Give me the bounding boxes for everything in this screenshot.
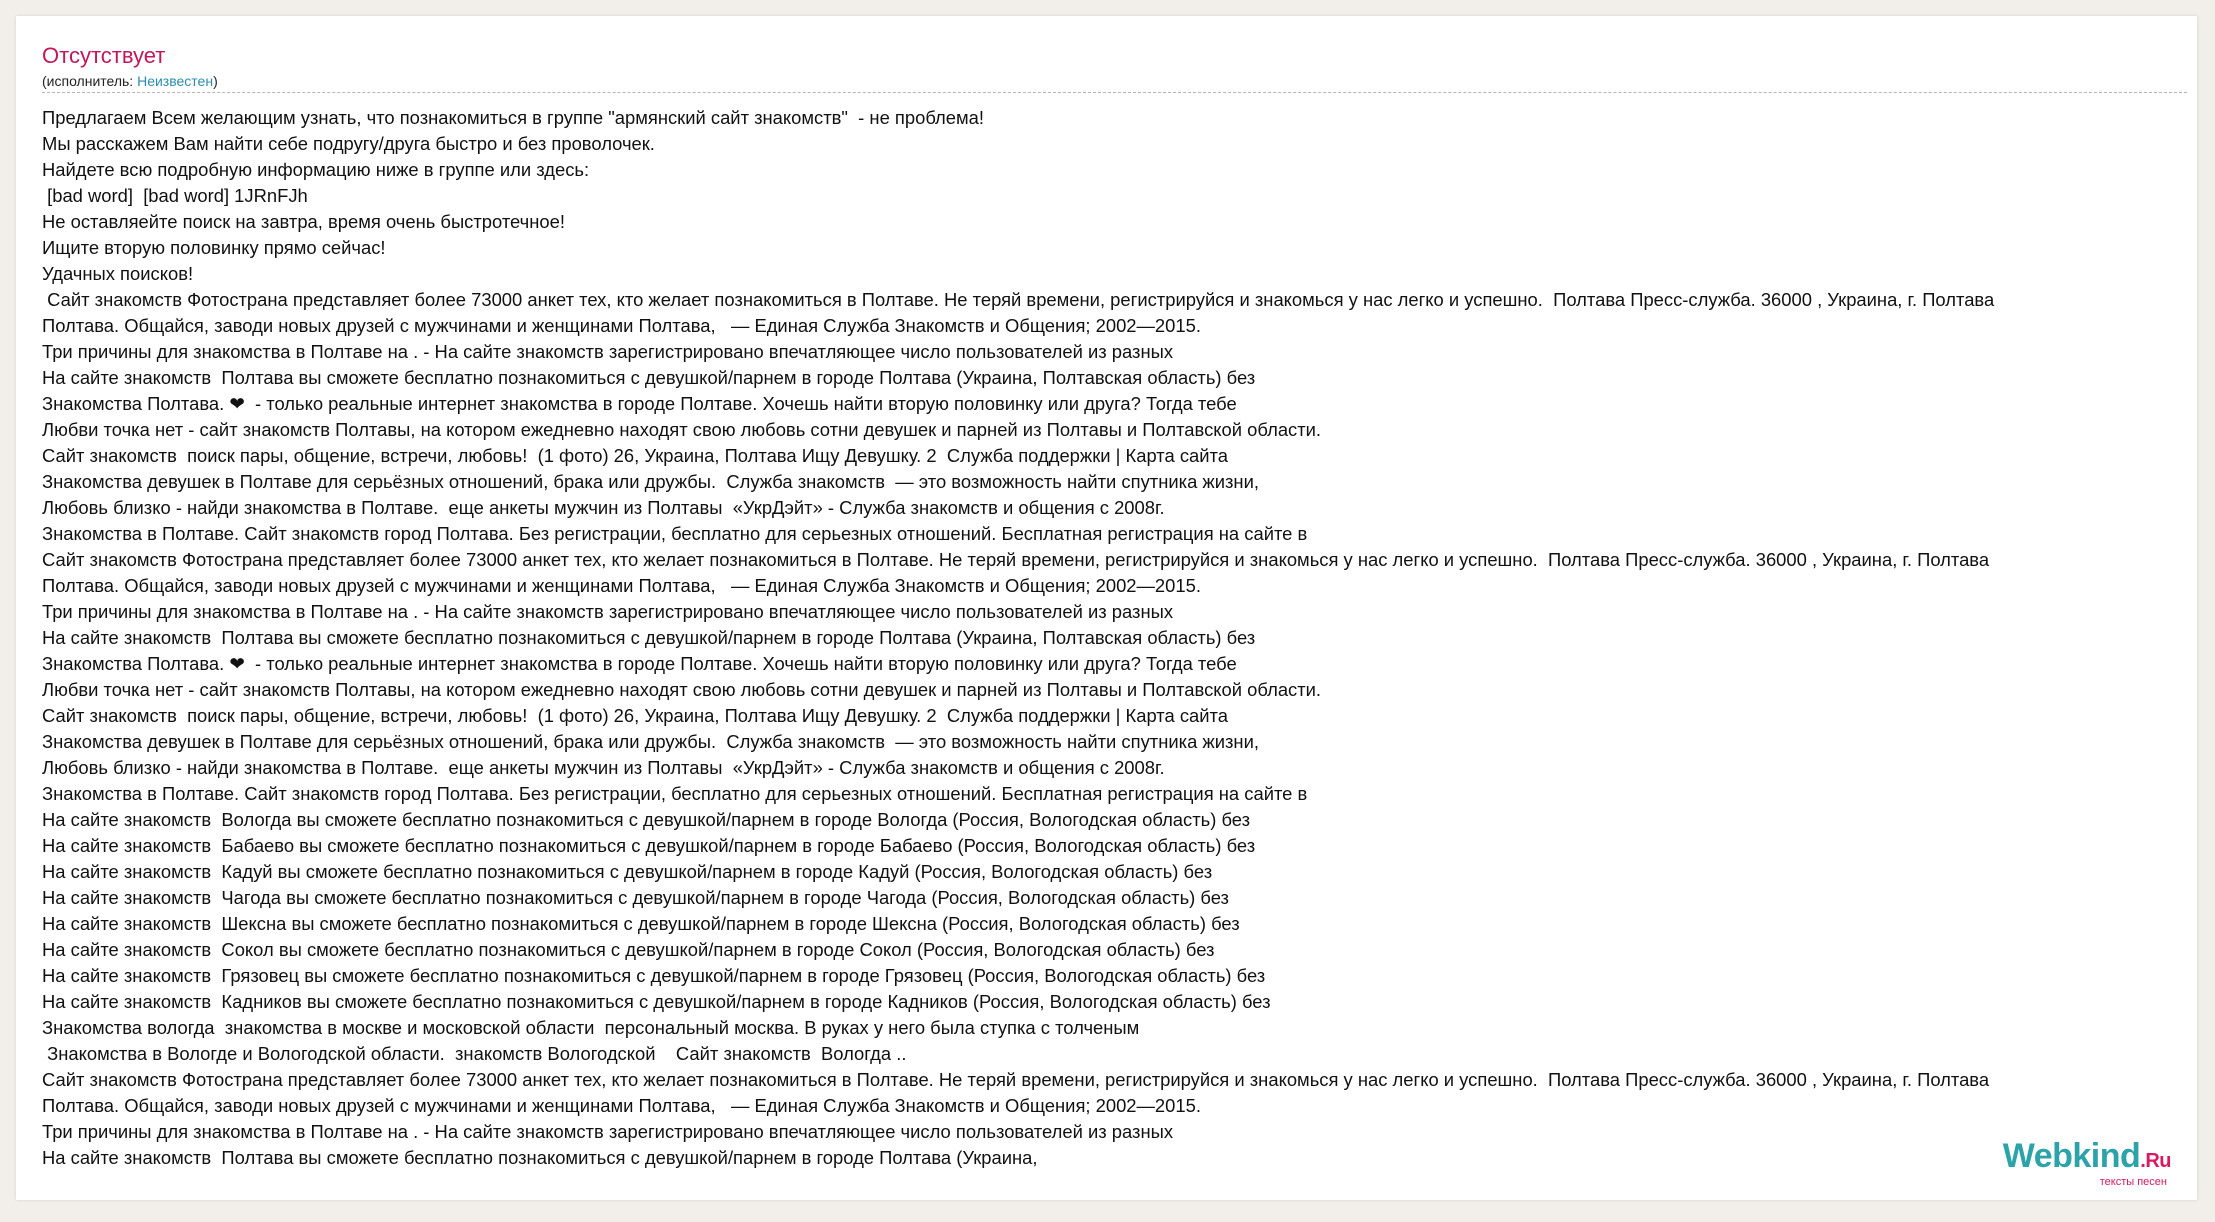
- lyric-line: Сайт знакомств Фотострана представляет более 73000 анкет тех, кто желает познакомиться в Полтаве. Не теряй времени, регистрируйся и знакомься у нас легко и успешно. Полтава Пресс-служба. 36000 , Украина, г. Полтава: [42, 1069, 1990, 1090]
- lyric-line: На сайте знакомств Грязовец вы сможете бесплатно познакомиться с девушкой/парнем в городе Грязовец (Россия, Вологодская область) без: [42, 965, 1266, 986]
- logo-tagline: тексты песен: [2099, 1176, 2167, 1188]
- lyric-line: На сайте знакомств Вологда вы сможете бесплатно познакомиться с девушкой/парнем в городе Вологда (Россия, Вологодская область) без: [42, 809, 1251, 830]
- lyric-line: Знакомства Полтава. ❤ - только реальные интернет знакомства в городе Полтаве. Хочешь найти вторую половинку или друга? Тогда тебе: [42, 393, 1237, 414]
- performer-link[interactable]: Неизвестен: [137, 73, 214, 89]
- lyric-line: На сайте знакомств Шексна вы сможете бесплатно познакомиться с девушкой/парнем в городе Шексна (Россия, Вологодская область) без: [42, 913, 1240, 934]
- lyric-line: Знакомства девушек в Полтаве для серьёзных отношений, брака или дружбы. Служба знакомств — это возможность найти спутника жизни,: [42, 731, 1259, 752]
- lyric-line: Три причины для знакомства в Полтаве на . - На сайте знакомств зарегистрировано впечатляющее число пользователей из разных: [42, 601, 1174, 622]
- lyric-line: Полтава. Общайся, заводи новых друзей с мужчинами и женщинами Полтава, — Единая Служба Знакомств и Общения; 2002—2015.: [42, 315, 1201, 336]
- performer-suffix: ): [213, 73, 218, 89]
- site-logo[interactable]: [2003, 1139, 2171, 1188]
- logo-name: Webkind: [2002, 1137, 2141, 1175]
- lyric-line: Удачных поисков!: [42, 263, 194, 284]
- song-title: Отсутствует: [42, 43, 166, 68]
- lyric-line: Знакомства Полтава. ❤ - только реальные интернет знакомства в городе Полтаве. Хочешь найти вторую половинку или друга? Тогда тебе: [42, 653, 1237, 674]
- lyric-line: На сайте знакомств Кадников вы сможете бесплатно познакомиться с девушкой/парнем в городе Кадников (Россия, Вологодская область) без: [42, 991, 1271, 1012]
- lyric-line: Знакомства в Полтаве. Сайт знакомств город Полтава. Без регистрации, бесплатно для серьезных отношений. Бесплатная регистрация на сайте в: [42, 523, 1308, 544]
- lyric-line: Полтава. Общайся, заводи новых друзей с мужчинами и женщинами Полтава, — Единая Служба Знакомств и Общения; 2002—2015.: [42, 575, 1201, 596]
- dashed-divider: [42, 92, 2187, 93]
- lyric-line: Ищите вторую половинку прямо сейчас!: [42, 237, 386, 258]
- lyric-line: Сайт знакомств Фотострана представляет более 73000 анкет тех, кто желает познакомиться в Полтаве. Не теряй времени, регистрируйся и знакомься у нас легко и успешно. Полтава Пресс-служба. 36000 , Украина, г. Полтава: [42, 289, 1995, 310]
- lyric-line: Найдете всю подробную информацию ниже в группе или здесь:: [42, 159, 590, 180]
- lyrics-card: [16, 16, 2197, 1200]
- lyric-line: На сайте знакомств Полтава вы сможете бесплатно познакомиться с девушкой/парнем в городе Полтава (Украина, Полтавская область) без: [42, 627, 1256, 648]
- lyric-line: Не оставляейте поиск на завтра, время очень быстротечное!: [42, 211, 565, 232]
- lyric-line: Полтава. Общайся, заводи новых друзей с мужчинами и женщинами Полтава, — Единая Служба Знакомств и Общения; 2002—2015.: [42, 1095, 1201, 1116]
- logo-domain: .Ru: [2140, 1150, 2171, 1172]
- performer-line: [42, 72, 218, 90]
- lyric-line: На сайте знакомств Бабаево вы сможете бесплатно познакомиться с девушкой/парнем в городе Бабаево (Россия, Вологодская область) без: [42, 835, 1256, 856]
- lyric-line: Предлагаем Всем желающим узнать, что познакомиться в группе "армянский сайт знакомств" - не проблема!: [42, 107, 984, 128]
- lyric-line: Три причины для знакомства в Полтаве на . - На сайте знакомств зарегистрировано впечатляющее число пользователей из разных: [42, 341, 1174, 362]
- lyric-line: Сайт знакомств поиск пары, общение, встречи, любовь! (1 фото) 26, Украина, Полтава Ищу Девушку. 2 Служба поддержки | Карта сайта: [42, 705, 1228, 726]
- lyric-line: [bad word] [bad word] 1JRnFJh: [42, 185, 308, 206]
- lyric-line: На сайте знакомств Кадуй вы сможете бесплатно познакомиться с девушкой/парнем в городе Кадуй (Россия, Вологодская область) без: [42, 861, 1213, 882]
- lyric-line: Три причины для знакомства в Полтаве на . - На сайте знакомств зарегистрировано впечатляющее число пользователей из разных: [42, 1121, 1174, 1142]
- lyric-line: На сайте знакомств Полтава вы сможете бесплатно познакомиться с девушкой/парнем в городе Полтава (Украина,: [42, 1147, 1038, 1168]
- lyric-line: Сайт знакомств Фотострана представляет более 73000 анкет тех, кто желает познакомиться в Полтаве. Не теряй времени, регистрируйся и знакомься у нас легко и успешно. Полтава Пресс-служба. 36000 , Украина, г. Полтава: [42, 549, 1990, 570]
- lyric-line: Любви точка нет - сайт знакомств Полтавы, на котором ежедневно находят свою любовь сотни девушек и парней из Полтавы и Полтавской области.: [42, 679, 1322, 700]
- performer-prefix: (исполнитель:: [42, 73, 138, 89]
- lyric-line: Любовь близко - найди знакомства в Полтаве. еще анкеты мужчин из Полтавы «УкрДэйт» - Служба знакомств и общения с 2008г.: [42, 757, 1165, 778]
- lyric-line: На сайте знакомств Сокол вы сможете бесплатно познакомиться с девушкой/парнем в городе Сокол (Россия, Вологодская область) без: [42, 939, 1215, 960]
- lyric-line: Знакомства девушек в Полтаве для серьёзных отношений, брака или дружбы. Служба знакомств — это возможность найти спутника жизни,: [42, 471, 1259, 492]
- lyrics-body: [42, 105, 2197, 1171]
- lyric-line: Знакомства вологда знакомства в москве и московской области персональный москва. В руках у него была ступка с толченым: [42, 1017, 1140, 1038]
- lyric-line: Сайт знакомств поиск пары, общение, встречи, любовь! (1 фото) 26, Украина, Полтава Ищу Девушку. 2 Служба поддержки | Карта сайта: [42, 445, 1228, 466]
- lyric-line: Любви точка нет - сайт знакомств Полтавы, на котором ежедневно находят свою любовь сотни девушек и парней из Полтавы и Полтавской области.: [42, 419, 1322, 440]
- lyric-line: Мы расскажем Вам найти себе подругу/друга быстро и без проволочек.: [42, 133, 655, 154]
- lyric-line: Знакомства в Полтаве. Сайт знакомств город Полтава. Без регистрации, бесплатно для серьезных отношений. Бесплатная регистрация на сайте в: [42, 783, 1308, 804]
- lyric-line: На сайте знакомств Чагода вы сможете бесплатно познакомиться с девушкой/парнем в городе Чагода (Россия, Вологодская область) без: [42, 887, 1229, 908]
- lyric-line: На сайте знакомств Полтава вы сможете бесплатно познакомиться с девушкой/парнем в городе Полтава (Украина, Полтавская область) без: [42, 367, 1256, 388]
- lyric-line: Знакомства в Вологде и Вологодской области. знакомств Вологодской Сайт знакомств Вологда ..: [42, 1043, 907, 1064]
- lyric-line: Любовь близко - найди знакомства в Полтаве. еще анкеты мужчин из Полтавы «УкрДэйт» - Служба знакомств и общения с 2008г.: [42, 497, 1165, 518]
